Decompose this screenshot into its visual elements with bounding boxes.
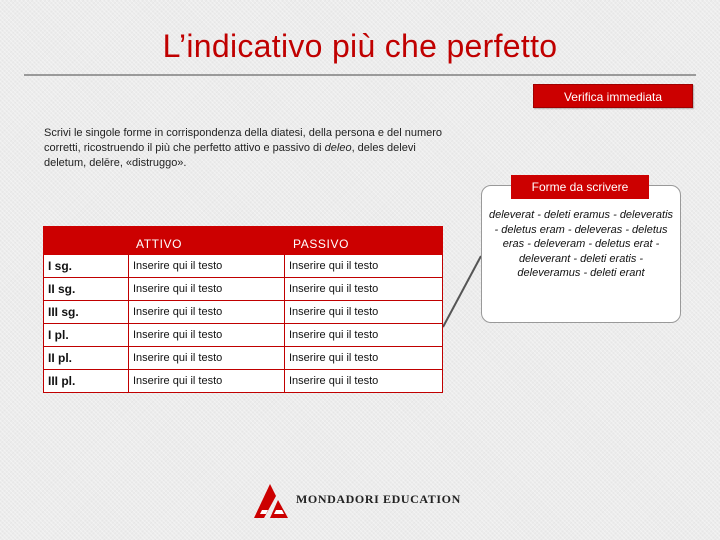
row-label: I pl. (44, 324, 129, 347)
instructions-suffix: , deles delevi deletum, delēre, «distruggo». (44, 142, 416, 169)
table-row (44, 324, 443, 347)
passivo-input-cell[interactable]: Inserire qui il testo (285, 278, 443, 301)
attivo-input-cell[interactable]: Inserire qui il testo (129, 301, 285, 324)
publisher-name: MONDADORI EDUCATION (296, 492, 461, 506)
row-label: II sg. (44, 278, 129, 301)
header-empty (44, 227, 129, 255)
table-row (44, 301, 443, 324)
table-row (44, 370, 443, 393)
instructions-verb: deleo (324, 142, 352, 154)
title-divider (24, 74, 696, 76)
table-row (44, 278, 443, 301)
attivo-input-cell[interactable]: Inserire qui il testo (129, 324, 285, 347)
header-passivo: PASSIVO (285, 227, 443, 255)
row-label: III pl. (44, 370, 129, 393)
instructions-prefix: Scrivi le singole forme in corrispondenza della diatesi, della persona e del numero corretti, ricostruendo il più che perfetto attivo e passivo di (44, 127, 443, 154)
header-attivo: ATTIVO (129, 227, 285, 255)
attivo-input-cell[interactable]: Inserire qui il testo (129, 255, 285, 278)
mondadori-logo-icon (250, 480, 292, 520)
forme-da-scrivere-label: Forme da scrivere (511, 175, 649, 199)
row-label: III sg. (44, 301, 129, 324)
passivo-input-cell[interactable]: Inserire qui il testo (285, 324, 443, 347)
row-label: II pl. (44, 347, 129, 370)
table-header-row (44, 227, 443, 255)
passivo-input-cell[interactable]: Inserire qui il testo (285, 370, 443, 393)
attivo-input-cell[interactable]: Inserire qui il testo (129, 347, 285, 370)
forme-list-text: deleverat - deleti eramus - deleveratis - deletus eram - deleveras - deletus eras - deleveram - deletus erat - deleverant - deleti eratis - deleveramus - deleti erant (488, 209, 674, 279)
instructions-text (44, 126, 444, 171)
slide-title: L’indicativo più che perfetto (162, 28, 558, 64)
table-row (44, 347, 443, 370)
attivo-input-cell[interactable]: Inserire qui il testo (129, 278, 285, 301)
passivo-input-cell[interactable]: Inserire qui il testo (285, 347, 443, 370)
passivo-input-cell[interactable]: Inserire qui il testo (285, 301, 443, 324)
conjugation-table (43, 226, 443, 393)
table-row (44, 255, 443, 278)
verifica-immediata-button[interactable]: Verifica immediata (533, 84, 693, 108)
row-label: I sg. (44, 255, 129, 278)
passivo-input-cell[interactable]: Inserire qui il testo (285, 255, 443, 278)
attivo-input-cell[interactable]: Inserire qui il testo (129, 370, 285, 393)
